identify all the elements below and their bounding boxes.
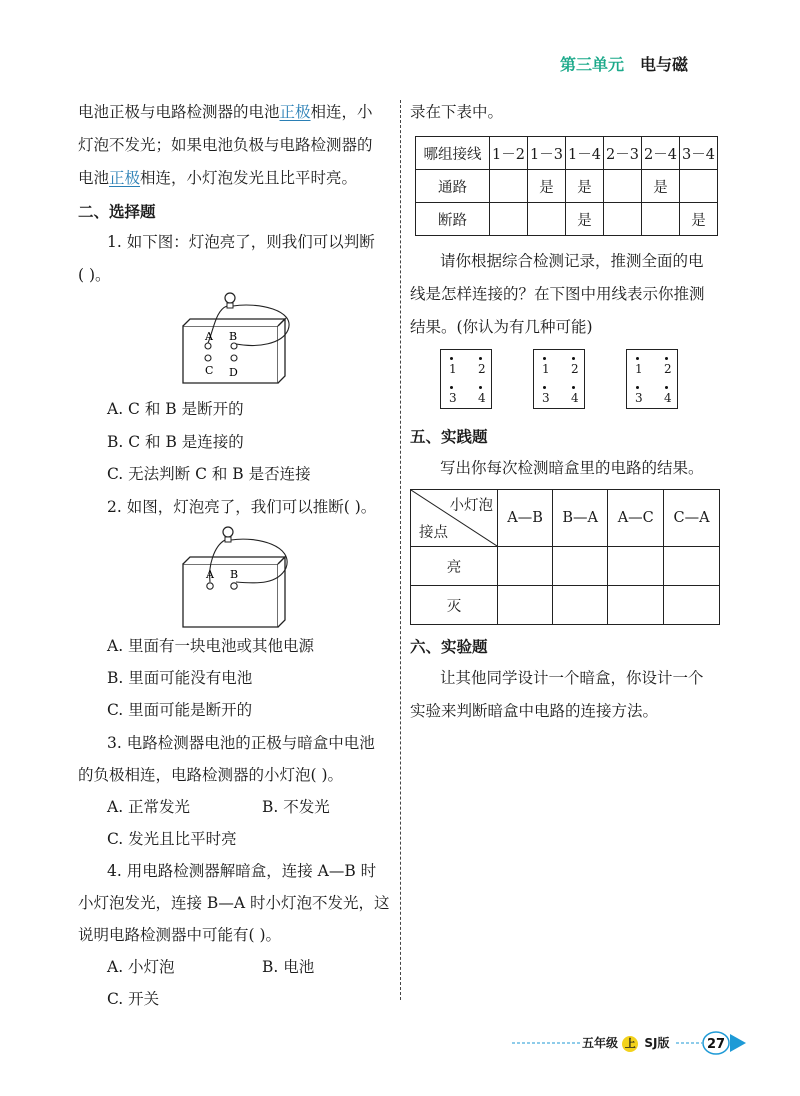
table-cell	[490, 203, 528, 236]
q3-option-b: B. 不发光	[262, 798, 330, 816]
table-header-cell: 1－3	[528, 137, 566, 170]
table-row-label: 灭	[411, 586, 498, 625]
table-header-cell: 哪组接线	[416, 137, 490, 170]
table-header-cell: 1－2	[490, 137, 528, 170]
table-row	[411, 547, 720, 586]
q1-line-2: ( )。	[78, 266, 111, 284]
q1-option-c: C. 无法判断 C 和 B 是否连接	[107, 465, 311, 483]
table-header-cell: C—A	[664, 490, 720, 547]
q4-option-c: C. 开关	[107, 990, 160, 1008]
table-header-cell: A—B	[498, 490, 553, 547]
grid-label-2: 2	[571, 362, 579, 376]
q3-line-1: 3. 电路检测器电池的正极与暗盒中电池	[107, 734, 375, 752]
corner-top-label: 小灯泡	[449, 498, 493, 514]
table-cell	[498, 586, 553, 625]
right-continuation: 录在下表中。	[410, 103, 504, 121]
answer-blank-1: 正极	[279, 103, 311, 121]
q3-option-c: C. 发光且比平时亮	[107, 830, 237, 848]
table-cell	[553, 586, 608, 625]
q1-option-b: B. C 和 B 是连接的	[107, 433, 244, 451]
table-corner-cell	[411, 490, 498, 547]
q2-option-c: C. 里面可能是断开的	[107, 701, 253, 719]
grid-label-3: 3	[635, 391, 643, 405]
table-cell	[608, 547, 664, 586]
grid-label-1: 1	[542, 362, 550, 376]
edition-label: SJ版	[644, 1036, 670, 1050]
table-header-cell: B—A	[553, 490, 608, 547]
q4-line-2: 小灯泡发光，连接 B—A 时小灯泡不发光，这	[78, 894, 390, 912]
circuit-figure-1	[178, 288, 308, 388]
q4-line-1: 4. 用电路检测器解暗盒，连接 A—B 时	[107, 862, 377, 880]
table-header-cell: 3－4	[680, 137, 718, 170]
table-cell	[528, 203, 566, 236]
intro-line-2: 灯泡不发光；如果电池负极与电路检测器的	[78, 136, 373, 154]
grid-label-4: 4	[571, 391, 579, 405]
table-cell: 断路	[416, 203, 490, 236]
table-cell: 是	[680, 203, 718, 236]
wiring-grid-2	[533, 349, 585, 409]
practice-result-table	[410, 489, 720, 625]
table-row	[416, 203, 718, 236]
table-row	[416, 137, 718, 170]
table-cell: 是	[528, 170, 566, 203]
unit-title: 电与磁	[640, 55, 689, 74]
grid-label-1: 1	[449, 362, 457, 376]
table-cell: 是	[566, 170, 604, 203]
table-header-cell: A—C	[608, 490, 664, 547]
fig2-label-a: A	[206, 568, 214, 581]
footer-grade	[582, 1034, 670, 1052]
table-cell	[604, 203, 642, 236]
para-line-2: 线是怎样连接的？在下图中用线表示你推测	[410, 285, 705, 303]
table-cell	[664, 547, 720, 586]
q2-option-a: A. 里面有一块电池或其他电源	[107, 637, 315, 655]
table-row	[411, 586, 720, 625]
table-cell	[498, 547, 553, 586]
footer-dashed-line-right	[676, 1041, 702, 1045]
section-5-text: 写出你每次检测暗盒里的电路的结果。	[440, 459, 704, 477]
page-number-badge	[702, 1030, 748, 1056]
fig1-label-a: A	[205, 330, 213, 343]
page-number: 27	[706, 1037, 726, 1052]
grid-label-2: 2	[664, 362, 672, 376]
table-cell	[664, 586, 720, 625]
fig1-label-d: D	[229, 366, 238, 379]
footer-dashed-line-left	[512, 1041, 582, 1045]
q2-option-b: B. 里面可能没有电池	[107, 669, 253, 687]
intro-line-1: 电池正极与电路检测器的电池正极相连，小	[78, 103, 373, 121]
grid-label-1: 1	[635, 362, 643, 376]
table-cell	[642, 203, 680, 236]
table-cell	[490, 170, 528, 203]
grade-label: 五年级	[582, 1036, 619, 1050]
table-cell: 通路	[416, 170, 490, 203]
section-6-line-1: 让其他同学设计一个暗盒，你设计一个	[440, 669, 704, 687]
table-cell: 是	[566, 203, 604, 236]
table-cell	[604, 170, 642, 203]
table-cell	[553, 547, 608, 586]
grid-label-3: 3	[449, 391, 457, 405]
table-row	[411, 490, 720, 547]
table-cell	[680, 170, 718, 203]
q1-line-1: 1. 如下图：灯泡亮了，则我们可以判断	[107, 233, 375, 251]
table-header-cell: 2－3	[604, 137, 642, 170]
corner-bottom-label: 接点	[419, 525, 448, 541]
grid-label-4: 4	[664, 391, 672, 405]
q2-line: 2. 如图，灯泡亮了，我们可以推断( )。	[107, 498, 377, 516]
grid-label-4: 4	[478, 391, 486, 405]
q4-option-a: A. 小灯泡	[107, 958, 175, 976]
wiring-grid-1	[440, 349, 492, 409]
answer-blank-2: 正极	[109, 169, 141, 187]
q4-line-3: 说明电路检测器中可能有( )。	[78, 926, 282, 944]
grid-label-2: 2	[478, 362, 486, 376]
section-5-heading: 五、实践题	[410, 428, 488, 446]
q1-option-a: A. C 和 B 是断开的	[107, 400, 244, 418]
q4-option-b: B. 电池	[262, 958, 315, 976]
para-line-3: 结果。(你认为有几种可能)	[410, 318, 593, 336]
wiring-grid-3	[626, 349, 678, 409]
section-2-heading: 二、选择题	[78, 203, 156, 221]
intro-line-3: 电池正极相连，小灯泡发光且比平时亮。	[78, 169, 358, 187]
table-header-cell: 2－4	[642, 137, 680, 170]
wiring-record-table	[415, 136, 718, 236]
q3-line-2: 的负极相连，电路检测器的小灯泡( )。	[78, 766, 344, 784]
table-header-cell: 1－4	[566, 137, 604, 170]
fig1-label-c: C	[205, 364, 214, 377]
fig2-label-b: B	[230, 568, 239, 581]
column-divider	[400, 100, 401, 1000]
table-cell	[608, 586, 664, 625]
table-row-label: 亮	[411, 547, 498, 586]
table-row	[416, 170, 718, 203]
fig1-label-b: B	[229, 330, 238, 343]
para-line-1: 请你根据综合检测记录，推测全面的电	[440, 252, 704, 270]
table-cell: 是	[642, 170, 680, 203]
unit-header	[560, 52, 688, 75]
unit-label: 第三单元	[560, 55, 625, 74]
section-6-line-2: 实验来判断暗盒中电路的连接方法。	[410, 702, 659, 720]
q3-option-a: A. 正常发光	[107, 798, 191, 816]
term-badge: 上	[622, 1036, 638, 1052]
section-6-heading: 六、实验题	[410, 638, 488, 656]
grid-label-3: 3	[542, 391, 550, 405]
circuit-figure-2	[178, 522, 308, 632]
